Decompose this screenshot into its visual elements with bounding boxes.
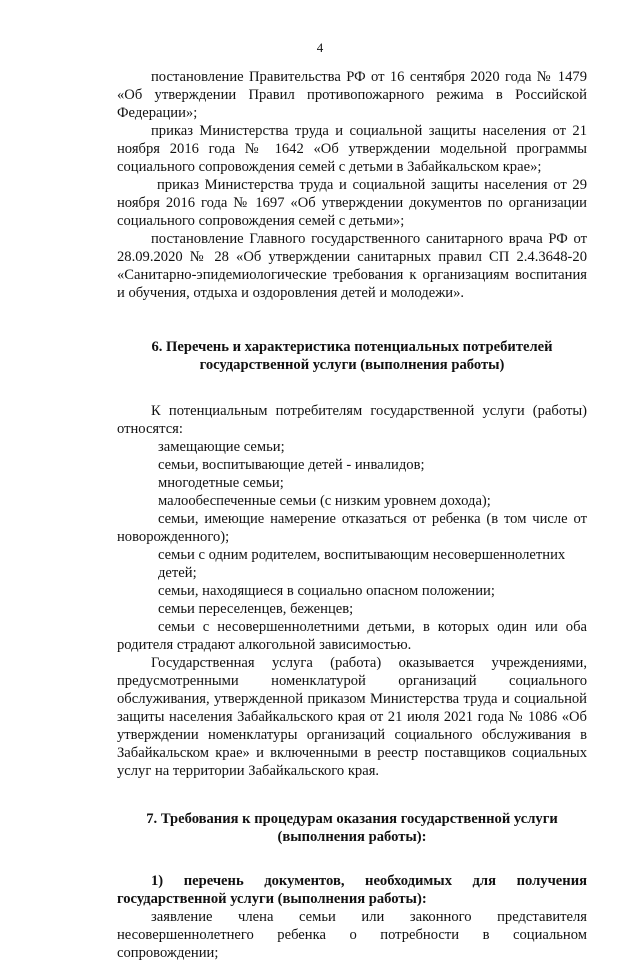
consumer-item-2: семьи, воспитывающие детей - инвалидов; — [158, 457, 425, 473]
intro-paragraph-2: приказ Министерства труда и социальной защиты населения от 21 ноября 2016 года № 1642 «Об утверждении модельной программы социального сопровождения семей с детьми в Забайкальском крае»; — [117, 123, 587, 175]
consumer-item-6: семьи с одним родителем, воспитывающим несовершеннолетних детей; — [158, 547, 566, 581]
consumer-item-1: замещающие семьи; — [158, 439, 285, 455]
page-number: 4 — [316, 40, 324, 55]
section-7-heading-line-2: (выполнения работы): — [277, 829, 427, 845]
section-6-heading-line-2: государственной услуги (выполнения работы) — [199, 357, 505, 373]
section-6-heading-line-1: 6. Перечень и характеристика потенциальных потребителей — [151, 339, 553, 355]
consumer-item-9: семьи с несовершеннолетними детьми, в которых один или оба родителя страдают алкогольной зависимостью. — [117, 619, 587, 653]
section-6-closing: Государственная услуга (работа) оказывается учреждениями, предусмотренными номенклатурой организаций социального обслуживания, утвержденной приказом Министерства труда и социальной защиты населения Забайкальского края от 21 июля 2021 года № 1086 «Об утверждении номенклатуры организаций социального обслуживания в Забайкальском крае» и включенными в реестр поставщиков социальных услуг на территории Забайкальского края. — [117, 655, 587, 779]
intro-paragraph-4: постановление Главного государственного санитарного врача РФ от 28.09.2020 № 28 «Об утверждении санитарных правил СП 2.4.3648-20 «Санитарно-эпидемиологические требования к организациям воспитания и обучения, отдыха и оздоровления детей и молодежи». — [117, 231, 587, 301]
section-7-heading-line-1: 7. Требования к процедурам оказания государственной услуги — [146, 811, 558, 827]
section-6-lead: К потенциальным потребителям государственной услуги (работы) относятся: — [117, 403, 587, 437]
document-body — [117, 68, 587, 962]
intro-paragraph-3: приказ Министерства труда и социальной защиты населения от 29 ноября 2016 года № 1697 «Об утверждении документов по организации социального сопровождения семей с детьми»; — [117, 177, 587, 229]
consumer-item-8: семьи переселенцев, беженцев; — [158, 601, 354, 617]
section-7-subitem-1-text: заявление члена семьи или законного представителя несовершеннолетнего ребенка о потребности в социальном сопровождении; — [117, 909, 587, 961]
consumer-item-7: семьи, находящиеся в социально опасном положении; — [158, 583, 495, 599]
section-7-subitem-1: 1) перечень документов, необходимых для получения государственной услуги (выполнения работы): — [117, 873, 587, 907]
consumer-item-4: малообеспеченные семьи (с низким уровнем дохода); — [158, 493, 491, 509]
consumer-item-3: многодетные семьи; — [158, 475, 284, 491]
intro-paragraph-1: постановление Правительства РФ от 16 сентября 2020 года № 1479 «Об утверждении Правил противопожарного режима в Российской Федерации»; — [117, 69, 587, 121]
consumer-item-5: семьи, имеющие намерение отказаться от ребенка (в том числе от новорожденного); — [117, 511, 587, 545]
